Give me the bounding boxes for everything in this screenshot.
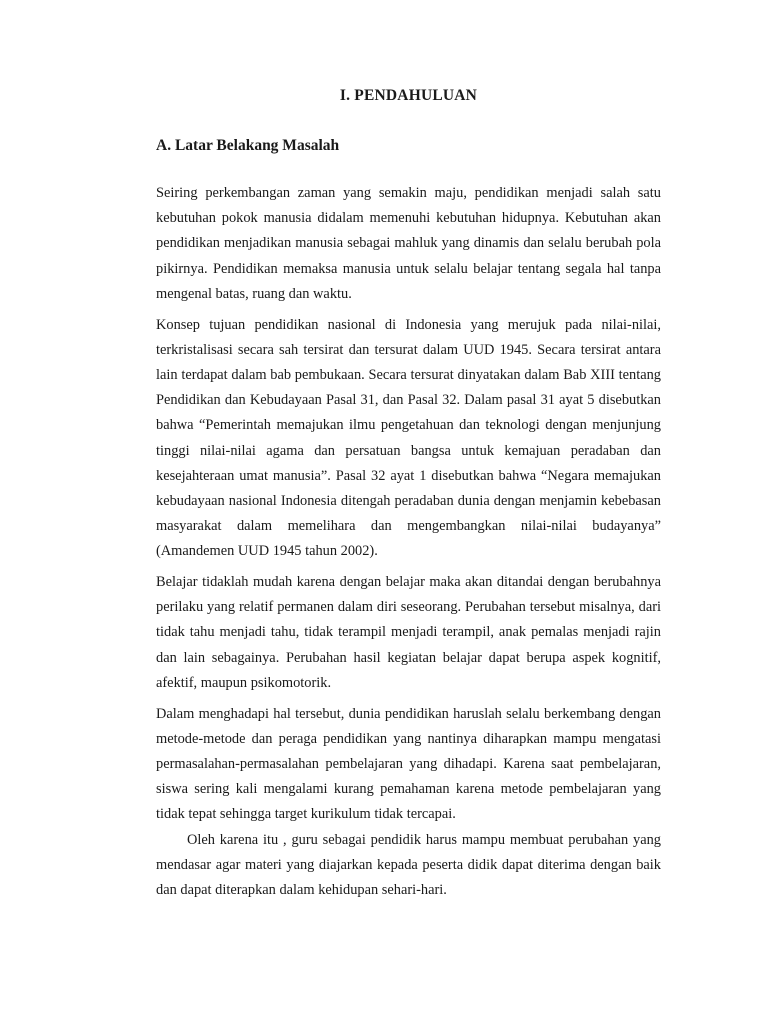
- paragraph: Konsep tujuan pendidikan nasional di Indonesia yang merujuk pada nilai-nilai, terkristalisasi secara sah tersirat dan tersurat dalam UUD 1945. Secara tersirat antara lain terdapat dalam bab pembukaan. Secara tersurat dinyatakan dalam Bab XIII tentang Pendidikan dan Kebudayaan Pasal 31, dan Pasal 32. Dalam pasal 31 ayat 5 disebutkan bahwa “Pemerintah memajukan ilmu pengetahuan dan teknologi dengan menjunjung tinggi nilai-nilai agama dan persatuan bangsa untuk kemajuan peradaban dan kesejahteraan umat manusia”. Pasal 32 ayat 1 disebutkan bahwa “Negara memajukan kebudayaan nasional Indonesia ditengah peradaban dunia dengan menjamin kebebasan masyarakat dalam memelihara dan mengembangkan nilai-nilai budayanya” (Amandemen UUD 1945 tahun 2002).: [156, 316, 661, 560]
- body-text: [156, 181, 661, 909]
- section-heading: A. Latar Belakang Masalah: [156, 137, 340, 154]
- paragraph: Dalam menghadapi hal tersebut, dunia pendidikan haruslah selalu berkembang dengan metode-metode dan peraga pendidikan yang nantinya diharapkan mampu mengatasi permasalahan-permasalahan pembelajaran yang dihadapi. Karena saat pembelajaran, siswa sering kali mengalami kurang pemahaman karena metode pembelajaran yang tidak tepat sehingga target kurikulum tidak tercapai.: [156, 705, 661, 823]
- document-page: [156, 0, 661, 1024]
- paragraph: Oleh karena itu , guru sebagai pendidik harus mampu membuat perubahan yang mendasar agar materi yang diajarkan kepada peserta didik dapat diterima dengan baik dan dapat diterapkan dalam kehidupan sehari-hari.: [156, 831, 661, 898]
- paragraph: Seiring perkembangan zaman yang semakin maju, pendidikan menjadi salah satu kebutuhan pokok manusia didalam memenuhi kebutuhan hidupnya. Kebutuhan akan pendidikan menjadikan manusia sebagai mahluk yang dinamis dan selalu berubah pola pikirnya. Pendidikan memaksa manusia untuk selalu belajar tentang segala hal tanpa mengenal batas, ruang dan waktu.: [156, 185, 661, 302]
- paragraph: Belajar tidaklah mudah karena dengan belajar maka akan ditandai dengan berubahnya perilaku yang relatif permanen dalam diri seseorang. Perubahan tersebut misalnya, dari tidak tahu menjadi tahu, tidak terampil menjadi terampil, anak pemalas menjadi rajin dan lain sebagainya. Perubahan hasil kegiatan belajar dapat berupa aspek kognitif, afektif, maupun psikomotorik.: [156, 574, 661, 691]
- chapter-title: I. PENDAHULUAN: [339, 87, 478, 104]
